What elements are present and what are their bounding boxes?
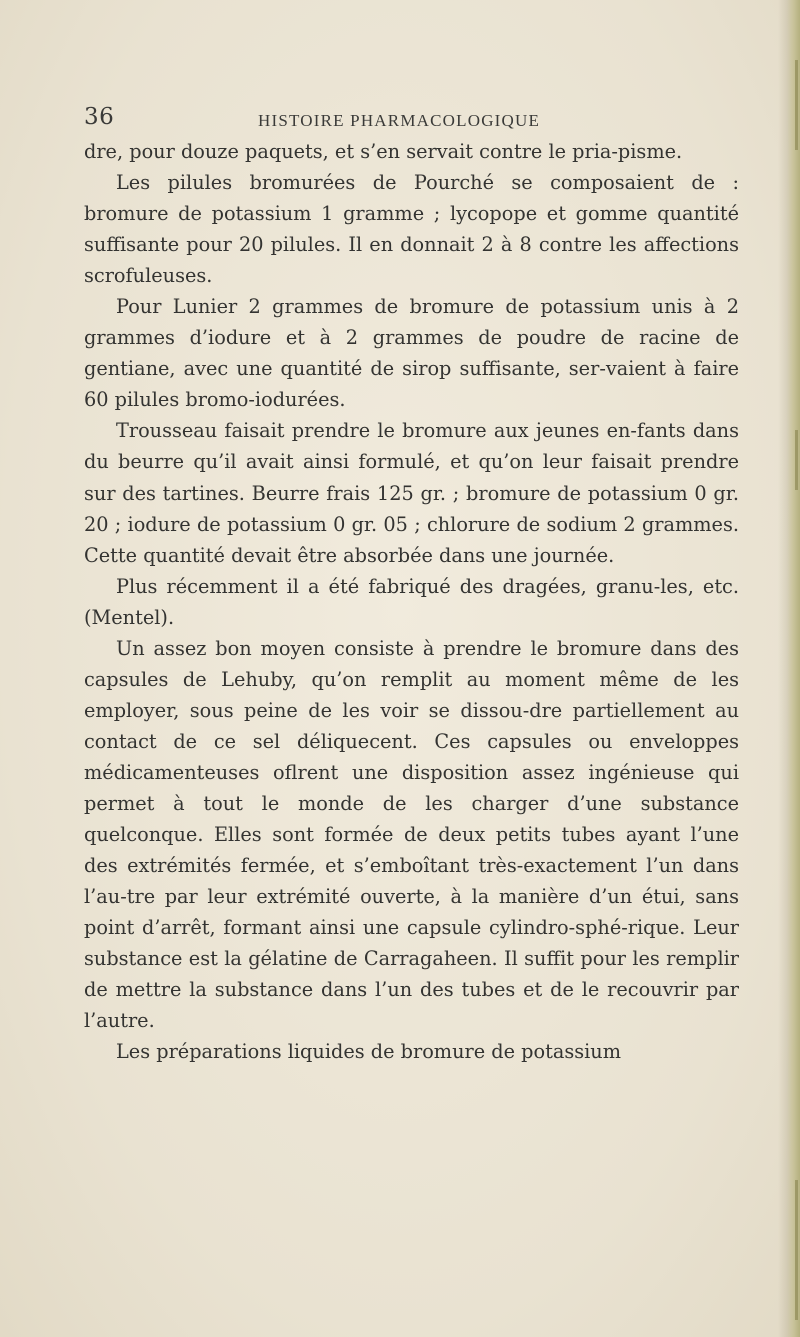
running-title: HISTOIRE PHARMACOLOGIQUE [258, 111, 541, 130]
edge-streak [795, 60, 798, 150]
paragraph: Un assez bon moyen consiste à prendre le bromure dans des capsules de Lehuby, qu’on remplit au moment même de les employer, sous peine de les voir se dissou-dre partiellement au contact de ce sel déliquecent. Ces capsules ou enveloppes médicamenteuses oflrent une disposition assez ingénieuse qui permet à tout le monde de les charger d’une substance quelconque. Elles sont formée de deux petits tubes ayant l’une des extrémités fermée, et s’emboîtant très-exactement l’un dans l’au-tre par leur extrémité ouverte, à la manière d’un étui, sans point d’arrêt, formant ainsi une capsule cylindro-sphé-rique. Leur substance est la gélatine de Carragaheen. Il suffit pour les remplir de mettre la substance dans l’un des tubes et de le recouvrir par l’autre. [84, 636, 739, 1033]
edge-streak [795, 430, 798, 490]
paragraph: Plus récemment il a été fabriqué des dragées, granu-les, etc. (Mentel). [84, 574, 739, 629]
paragraph: Les préparations liquides de bromure de potassium [116, 1040, 622, 1064]
page-edge-shadow [778, 0, 800, 1337]
paragraph: dre, pour douze paquets, et s’en servait contre le pria-pisme. [84, 140, 683, 163]
paragraph: Pour Lunier 2 grammes de bromure de potassium unis à 2 grammes d’iodure et à 2 grammes de poudre de racine de gentiane, avec une quantité de sirop suffisante, ser-vaient à faire 60 pilules bromo-iodurées. [84, 295, 739, 412]
paragraph: Les pilules bromurées de Pourché se composaient de : bromure de potassium 1 gramme ; lycopope et gomme quantité suffisante pour 20 pilules. Il en donnait 2 à 8 contre les affections scrofuleuses. [84, 171, 739, 288]
paragraph: Trousseau faisait prendre le bromure aux jeunes en-fants dans du beurre qu’il avait ainsi formulé, et qu’on leur faisait prendre sur des tartines. Beurre frais 125 gr. ; bromure de potassium 0 gr. 20 ; iodure de potassium 0 gr. 05 ; chlorure de sodium 2 grammes. Cette quantité devait être absorbée dans une journée. [84, 419, 739, 567]
page-number: 36 [84, 104, 115, 130]
page-header [84, 104, 744, 138]
edge-streak [795, 1180, 798, 1320]
body-text [84, 136, 739, 1067]
